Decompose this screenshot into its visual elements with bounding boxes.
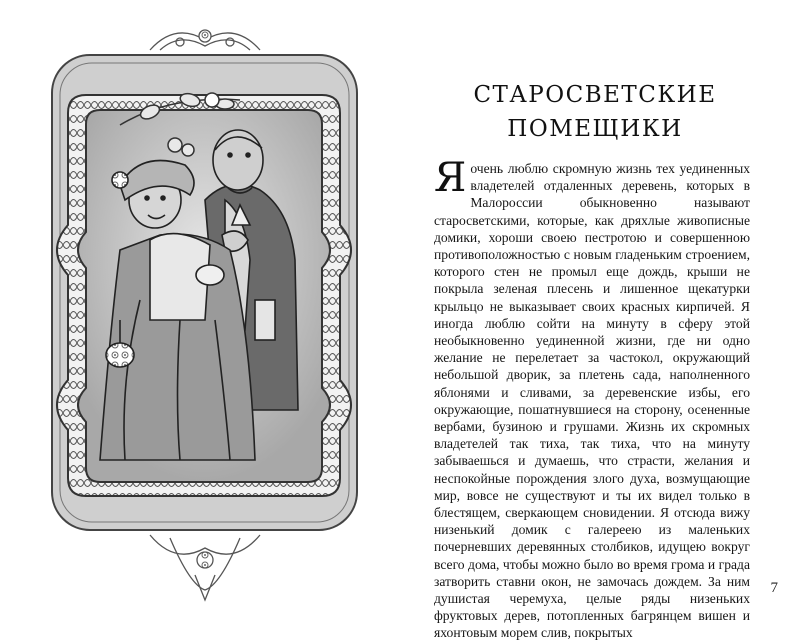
body-paragraph: очень люблю скромную жизнь тех уединенных владетелей отдаленных деревень, которых в Малороссии обыкновенно называют старосветскими, которые, как дряхлые живописные домики, хороши своею пестротою и совершенною противоположностью с новым гладеньким строением, которого стен не промыл еще дождь, крыши не покрыла зеленая плесень и лишенное щекатурки крыльцо не выказывает своих красных кирпичей. Я иногда люблю сойти на минуту в сферу этой необыкновенно уединенной жизни, где ни одно желание не перелетает за частокол, окружающий небольшой дворик, за плетень сада, наполненного яблонями и сливами, за деревенские избы, его окружающие, пошатнувшиеся на сторону, осененные вербами, бузиною и грушами. Жизнь их скромных владетелей так тиха, так тиха, что на минуту забываешься и думаешь, что страсти, желания и неспокойные порождения злого духа, возмущающие мир, вовсе не существуют и ты их видел только в блестящем, сверкающем сновидении. Я отсюда вижу низенький домик с галереею из маленьких почерневших деревянных столбиков, идущею вокруг всего дома, чтобы можно было во время грома и града затворить ставни окон, не замочась дождем. За ним душистая черемуха, целые ряды низеньких фруктовых дерев, потопленных багрянцем вишен и яхонтовым морем слив, покрытых bbox=[434, 161, 750, 641]
chapter-body-text bbox=[434, 155, 750, 642]
drop-cap: Я bbox=[434, 155, 467, 201]
page-number: 7 bbox=[770, 580, 778, 596]
chapter-title bbox=[430, 78, 760, 146]
chapter-title-line-1: СТАРОСВЕТСКИЕ bbox=[473, 82, 717, 108]
right-page bbox=[400, 0, 800, 641]
elderly-couple-illustration bbox=[0, 0, 400, 615]
left-page bbox=[0, 0, 400, 615]
chapter-title-line-2: ПОМЕЩИКИ bbox=[507, 116, 683, 142]
